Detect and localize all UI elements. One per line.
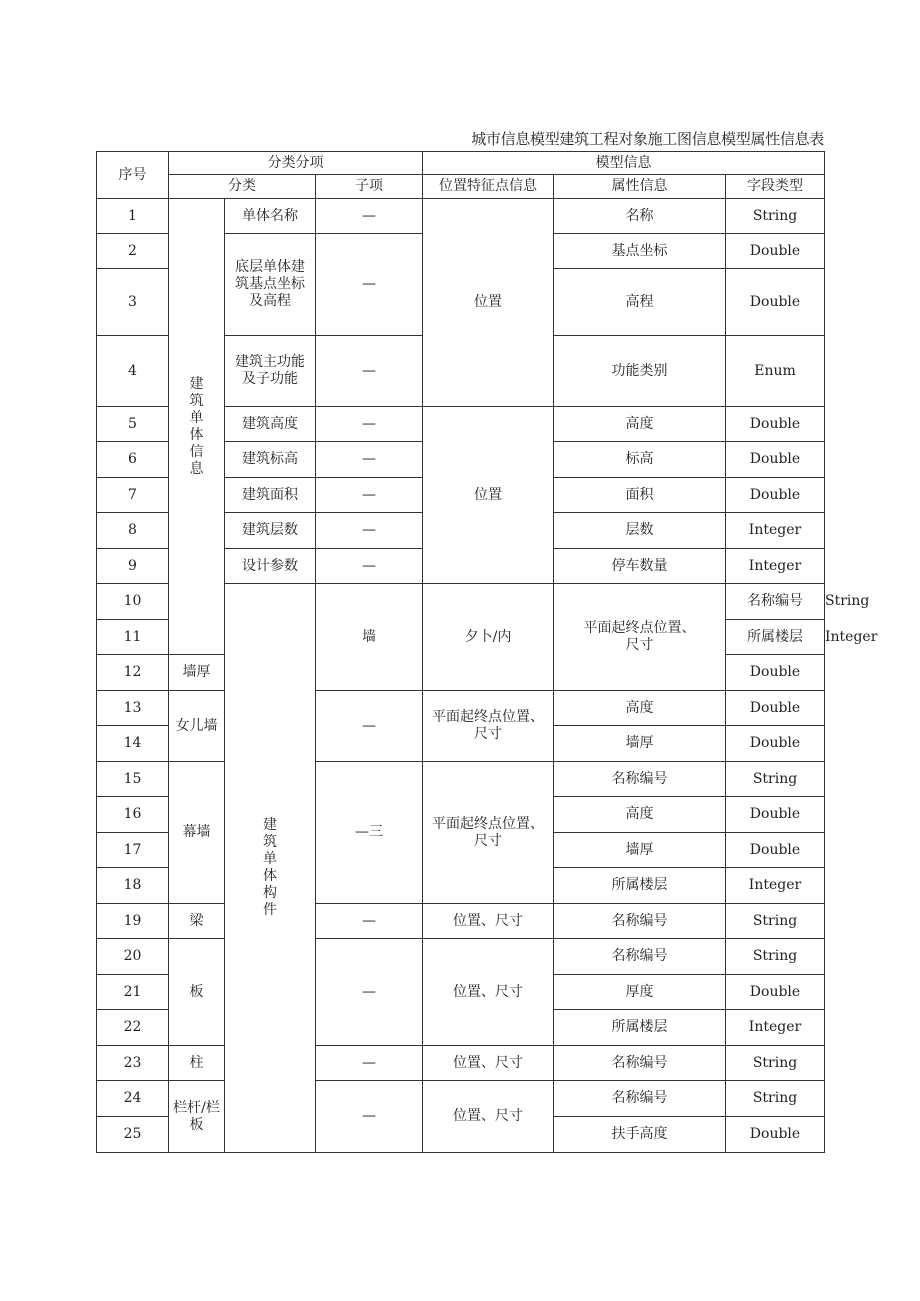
row-number: 13 bbox=[97, 691, 169, 726]
row-number: 16 bbox=[97, 797, 169, 833]
subitem-cell: — bbox=[316, 199, 423, 234]
category-cell: 建筑高度 bbox=[225, 407, 316, 442]
row-number: 1 bbox=[97, 199, 169, 234]
row-number: 20 bbox=[97, 939, 169, 975]
subitem-cell: — bbox=[316, 904, 423, 939]
row-number: 21 bbox=[97, 975, 169, 1010]
attribute-cell: 名称 bbox=[554, 199, 726, 234]
attribute-cell: 名称编号 bbox=[554, 904, 726, 939]
row-number: 17 bbox=[97, 833, 169, 868]
page-title: 城市信息模型建筑工程对象施工图信息模型属性信息表 bbox=[471, 130, 824, 148]
group-building-info: 建 筑 单 体 信 息 bbox=[169, 199, 225, 655]
subitem-cell: — bbox=[316, 1046, 423, 1081]
row-number: 12 bbox=[97, 655, 169, 691]
position-cell: 位置、尺寸 bbox=[423, 1081, 554, 1153]
attribute-cell: 停车数量 bbox=[554, 549, 726, 584]
category-cell: 柱 bbox=[169, 1046, 225, 1081]
attribute-cell: 层数 bbox=[554, 513, 726, 549]
field-type-cell: Integer bbox=[726, 513, 825, 549]
attribute-cell: 基点坐标 bbox=[554, 234, 726, 269]
group-building-component: 建 筑 单 体 构 件 bbox=[225, 584, 316, 1153]
header-position-feature: 位置特征点信息 bbox=[423, 175, 554, 199]
category-cell: 底层单体建 筑基点坐标 及高程 bbox=[225, 234, 316, 336]
field-type-cell: Double bbox=[726, 442, 825, 478]
header-subitem: 子项 bbox=[316, 175, 423, 199]
attribute-cell: 高度 bbox=[554, 691, 726, 726]
row-number: 5 bbox=[97, 407, 169, 442]
attribute-cell: 厚度 bbox=[554, 975, 726, 1010]
position-cell: 位置、尺寸 bbox=[423, 939, 554, 1046]
field-type-cell: Double bbox=[726, 1117, 825, 1153]
header-model-info: 模型信息 bbox=[423, 152, 825, 175]
row-number: 6 bbox=[97, 442, 169, 478]
category-cell: 女儿墙 bbox=[169, 691, 225, 762]
field-type-cell: Double bbox=[726, 407, 825, 442]
subitem-cell: — bbox=[316, 691, 423, 762]
subitem-cell: — bbox=[316, 336, 423, 407]
category-cell: 建筑主功能 及子功能 bbox=[225, 336, 316, 407]
attribute-cell: 所属楼层 bbox=[726, 620, 825, 655]
attribute-cell: 功能类别 bbox=[554, 336, 726, 407]
field-type-cell: Double bbox=[726, 726, 825, 762]
category-cell: 设计参数 bbox=[225, 549, 316, 584]
attribute-cell: 面积 bbox=[554, 478, 726, 513]
field-type-cell: Double bbox=[726, 833, 825, 868]
row-number: 2 bbox=[97, 234, 169, 269]
field-type-cell: String bbox=[726, 939, 825, 975]
field-type-cell: Double bbox=[726, 975, 825, 1010]
attribute-cell: 高度 bbox=[554, 407, 726, 442]
position-cell: 位置、尺寸 bbox=[423, 904, 554, 939]
field-type-cell: String bbox=[726, 904, 825, 939]
category-cell: 梁 bbox=[169, 904, 225, 939]
category-cell: 幕墙 bbox=[169, 762, 225, 904]
subitem-cell: — bbox=[316, 234, 423, 336]
header-attribute: 属性信息 bbox=[554, 175, 726, 199]
attribute-cell: 墙厚 bbox=[554, 833, 726, 868]
attribute-cell: 名称编号 bbox=[554, 762, 726, 797]
row-number: 18 bbox=[97, 868, 169, 904]
category-cell: 板 bbox=[169, 939, 225, 1046]
attribute-cell: 名称编号 bbox=[554, 1081, 726, 1117]
header-category-group: 分类分项 bbox=[169, 152, 423, 175]
subitem-cell: — bbox=[316, 478, 423, 513]
category-cell: 建筑面积 bbox=[225, 478, 316, 513]
field-type-cell: Enum bbox=[726, 336, 825, 407]
category-cell: 单体名称 bbox=[225, 199, 316, 234]
subitem-cell: —三 bbox=[316, 762, 423, 904]
attribute-cell: 墙厚 bbox=[169, 655, 225, 691]
position-cell: 平面起终点位置、 尺寸 bbox=[423, 691, 554, 762]
attribute-cell: 所属楼层 bbox=[554, 1010, 726, 1046]
header-category: 分类 bbox=[169, 175, 316, 199]
position-cell: 位置、尺寸 bbox=[423, 1046, 554, 1081]
field-type-cell: Double bbox=[726, 691, 825, 726]
field-type-cell: Integer bbox=[726, 1010, 825, 1046]
field-type-cell: String bbox=[726, 762, 825, 797]
row-number: 3 bbox=[97, 269, 169, 336]
subitem-cell: — bbox=[316, 407, 423, 442]
row-number: 10 bbox=[97, 584, 169, 620]
field-type-cell: Integer bbox=[726, 549, 825, 584]
row-number: 25 bbox=[97, 1117, 169, 1153]
row-number: 23 bbox=[97, 1046, 169, 1081]
attribute-cell: 扶手高度 bbox=[554, 1117, 726, 1153]
field-type-cell: String bbox=[726, 199, 825, 234]
row-number: 11 bbox=[97, 620, 169, 655]
subitem-cell: — bbox=[316, 513, 423, 549]
row-number: 24 bbox=[97, 1081, 169, 1117]
category-cell: 栏杆/栏板 bbox=[169, 1081, 225, 1153]
row-number: 9 bbox=[97, 549, 169, 584]
attribute-table: 序号 分类分项 模型信息 分类 子项 位置特征点信息 属性信息 字段类型 1 建 筑 单 体 信 息 单体名称 — 位置 名称 String 2 底层单体建 筑基点坐标 及高程 — 基点坐标 Double 3 高程 Double 4 建筑主功能 及子功能 — 功能类别 Enum 5 建筑高度 — 位置 高度 Double 6 建筑标高 — 标高 Double 7 建筑面积 — 面积 Double 8 建筑层数 — 层数 Integer 9 设计参数 — 停车数量 Integer 10 建 筑 单 体 构 件 墙 夕卜/内 平面起终点位置、 尺寸 名称编号 String 11 所属楼层 Integer 12 墙厚 Double 13 女儿墙 — 平面起终点位置、 尺寸 高度 Double 14 墙厚 Double 15 幕墙 —三 平面起终点位置、 尺寸 名称编号 String 16 高度 Double 17 墙厚 Double 18 所属楼层 Integer 19 梁 — 位置、尺寸 名称编号 String 20 板 — 位置、尺寸 名称编号 String 21 厚度 Double 22 所属楼层 Integer 23 柱 — 位置、尺寸 名称编号 String 24 栏杆/栏板 — 位置、尺寸 名称编号 String 25 扶手高度 Double bbox=[96, 151, 825, 1153]
field-type-cell: Double bbox=[726, 234, 825, 269]
subitem-cell: — bbox=[316, 1081, 423, 1153]
row-number: 8 bbox=[97, 513, 169, 549]
row-number: 4 bbox=[97, 336, 169, 407]
field-type-cell: Integer bbox=[726, 868, 825, 904]
field-type-cell: String bbox=[726, 1081, 825, 1117]
field-type-cell: String bbox=[726, 1046, 825, 1081]
category-cell: 建筑层数 bbox=[225, 513, 316, 549]
position-cell: 位置 bbox=[423, 199, 554, 407]
subitem-cell: — bbox=[316, 442, 423, 478]
attribute-cell: 所属楼层 bbox=[554, 868, 726, 904]
row-number: 22 bbox=[97, 1010, 169, 1046]
subitem-cell: 夕卜/内 bbox=[423, 584, 554, 691]
category-cell: 建筑标高 bbox=[225, 442, 316, 478]
field-type-cell: Double bbox=[726, 797, 825, 833]
attribute-cell: 名称编号 bbox=[554, 939, 726, 975]
attribute-cell: 名称编号 bbox=[554, 1046, 726, 1081]
row-number: 14 bbox=[97, 726, 169, 762]
header-seq: 序号 bbox=[97, 152, 169, 199]
attribute-cell: 高度 bbox=[554, 797, 726, 833]
field-type-cell: Double bbox=[726, 478, 825, 513]
attribute-cell: 墙厚 bbox=[554, 726, 726, 762]
attribute-cell: 高程 bbox=[554, 269, 726, 336]
attribute-cell: 标高 bbox=[554, 442, 726, 478]
position-cell: 平面起终点位置、 尺寸 bbox=[554, 584, 726, 691]
attribute-cell: 名称编号 bbox=[726, 584, 825, 620]
position-cell: 位置 bbox=[423, 407, 554, 584]
category-cell: 墙 bbox=[316, 584, 423, 691]
header-field-type: 字段类型 bbox=[726, 175, 825, 199]
row-number: 15 bbox=[97, 762, 169, 797]
subitem-cell: — bbox=[316, 549, 423, 584]
row-number: 7 bbox=[97, 478, 169, 513]
position-cell: 平面起终点位置、 尺寸 bbox=[423, 762, 554, 904]
subitem-cell: — bbox=[316, 939, 423, 1046]
row-number: 19 bbox=[97, 904, 169, 939]
field-type-cell: Double bbox=[726, 269, 825, 336]
field-type-cell: Double bbox=[726, 655, 825, 691]
